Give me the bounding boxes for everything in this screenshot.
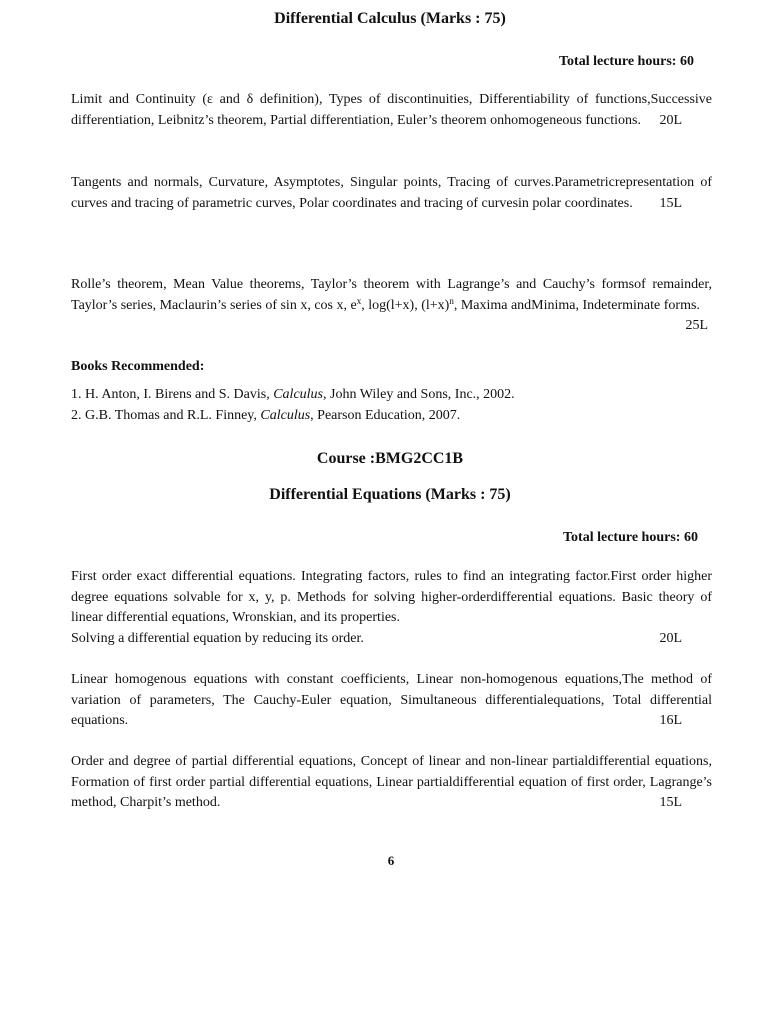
de-unit-2-text: Linear homogenous equations with constant coefficients, Linear non-homogenous equations,The method of variation of parameters, The Cauchy-Euler equation, Simultaneous differentialequations, Total differential equations. bbox=[71, 672, 712, 728]
book-2-title: Calculus bbox=[260, 408, 311, 423]
total-lecture-hours-1: Total lecture hours: 60 bbox=[559, 54, 694, 69]
unit-1-text: Limit and Continuity (ε and δ definition), Types of discontinuities, Differentiability of functions,Successive differentiation, Leibnitz’s theorem, Partial differentiation, Euler’s theorem onhomogeneous functions. bbox=[71, 92, 712, 128]
book-2-authors: 2. G.B. Thomas and R.L. Finney, bbox=[71, 408, 261, 423]
unit-3-text-b: , log(l+x), (l+x) bbox=[361, 297, 450, 313]
book-1-publisher: , John Wiley and Sons, Inc., 2002. bbox=[323, 387, 515, 402]
de-unit-1-text: First order exact differential equations. Integrating factors, rules to find an integrating factor.First order higher degree equations solvable for x, y, p. Methods for solving higher-orderdifferential equations. Basic theory of linear differential equations, Wronskian, and its properties. bbox=[71, 569, 712, 625]
de-unit-1-lectures: 20L bbox=[659, 631, 682, 646]
book-2 bbox=[71, 406, 460, 427]
de-unit-2-paragraph bbox=[71, 670, 712, 732]
de-unit-1-paragraph bbox=[71, 567, 712, 629]
section-title-differential-calculus: Differential Calculus (Marks : 75) bbox=[274, 10, 506, 27]
books-recommended-heading: Books Recommended: bbox=[71, 359, 205, 374]
unit-2-paragraph bbox=[71, 173, 712, 214]
unit-3-lectures: 25L bbox=[685, 318, 708, 333]
de-unit-3-lectures: 15L bbox=[659, 795, 682, 810]
unit-2-text: Tangents and normals, Curvature, Asymptotes, Singular points, Tracing of curves.Parametricrepresentation of curves and tracing of parametric curves, Polar coordinates and tracing of curvesin polar coordinates. bbox=[71, 175, 712, 211]
de-unit-3-text: Order and degree of partial differential equations, Concept of linear and non-linear partialdifferential equations, Formation of first order partial differential equations, Linear partialdifferential equation of first order, Lagrange’s method, Charpit’s method. bbox=[71, 754, 712, 810]
book-1-title: Calculus bbox=[273, 387, 323, 402]
course-code: Course :BMG2CC1B bbox=[316, 450, 464, 467]
book-1-authors: 1. H. Anton, I. Birens and S. Davis, bbox=[71, 387, 274, 402]
de-unit-3-paragraph bbox=[71, 752, 712, 814]
page-number: 6 bbox=[387, 853, 395, 868]
superscript-n: n bbox=[449, 295, 454, 306]
total-lecture-hours-2: Total lecture hours: 60 bbox=[563, 530, 698, 545]
unit-2-lectures: 15L bbox=[659, 195, 682, 211]
book-2-publisher: , Pearson Education, 2007. bbox=[310, 408, 461, 423]
superscript-x: x bbox=[356, 295, 362, 306]
section-title-differential-equations: Differential Equations (Marks : 75) bbox=[269, 486, 511, 503]
de-unit-1-text2: Solving a differential equation by reducing its order. bbox=[71, 631, 364, 646]
de-unit-1-last-line bbox=[71, 629, 712, 650]
unit-3-text-c: , Maxima andMinima, Indeterminate forms. bbox=[453, 297, 700, 313]
unit-1-lectures: 20L bbox=[659, 112, 682, 128]
de-unit-2-lectures: 16L bbox=[659, 713, 682, 728]
unit-3-text-a: Rolle’s theorem, Mean Value theorems, Taylor’s theorem with Lagrange’s and Cauchy’s formsof remainder, Taylor’s series, Maclaurin’s series of sin x, cos x, e bbox=[71, 277, 712, 313]
unit-1-paragraph bbox=[71, 90, 712, 131]
book-1 bbox=[71, 385, 515, 406]
unit-3-paragraph bbox=[71, 275, 712, 337]
